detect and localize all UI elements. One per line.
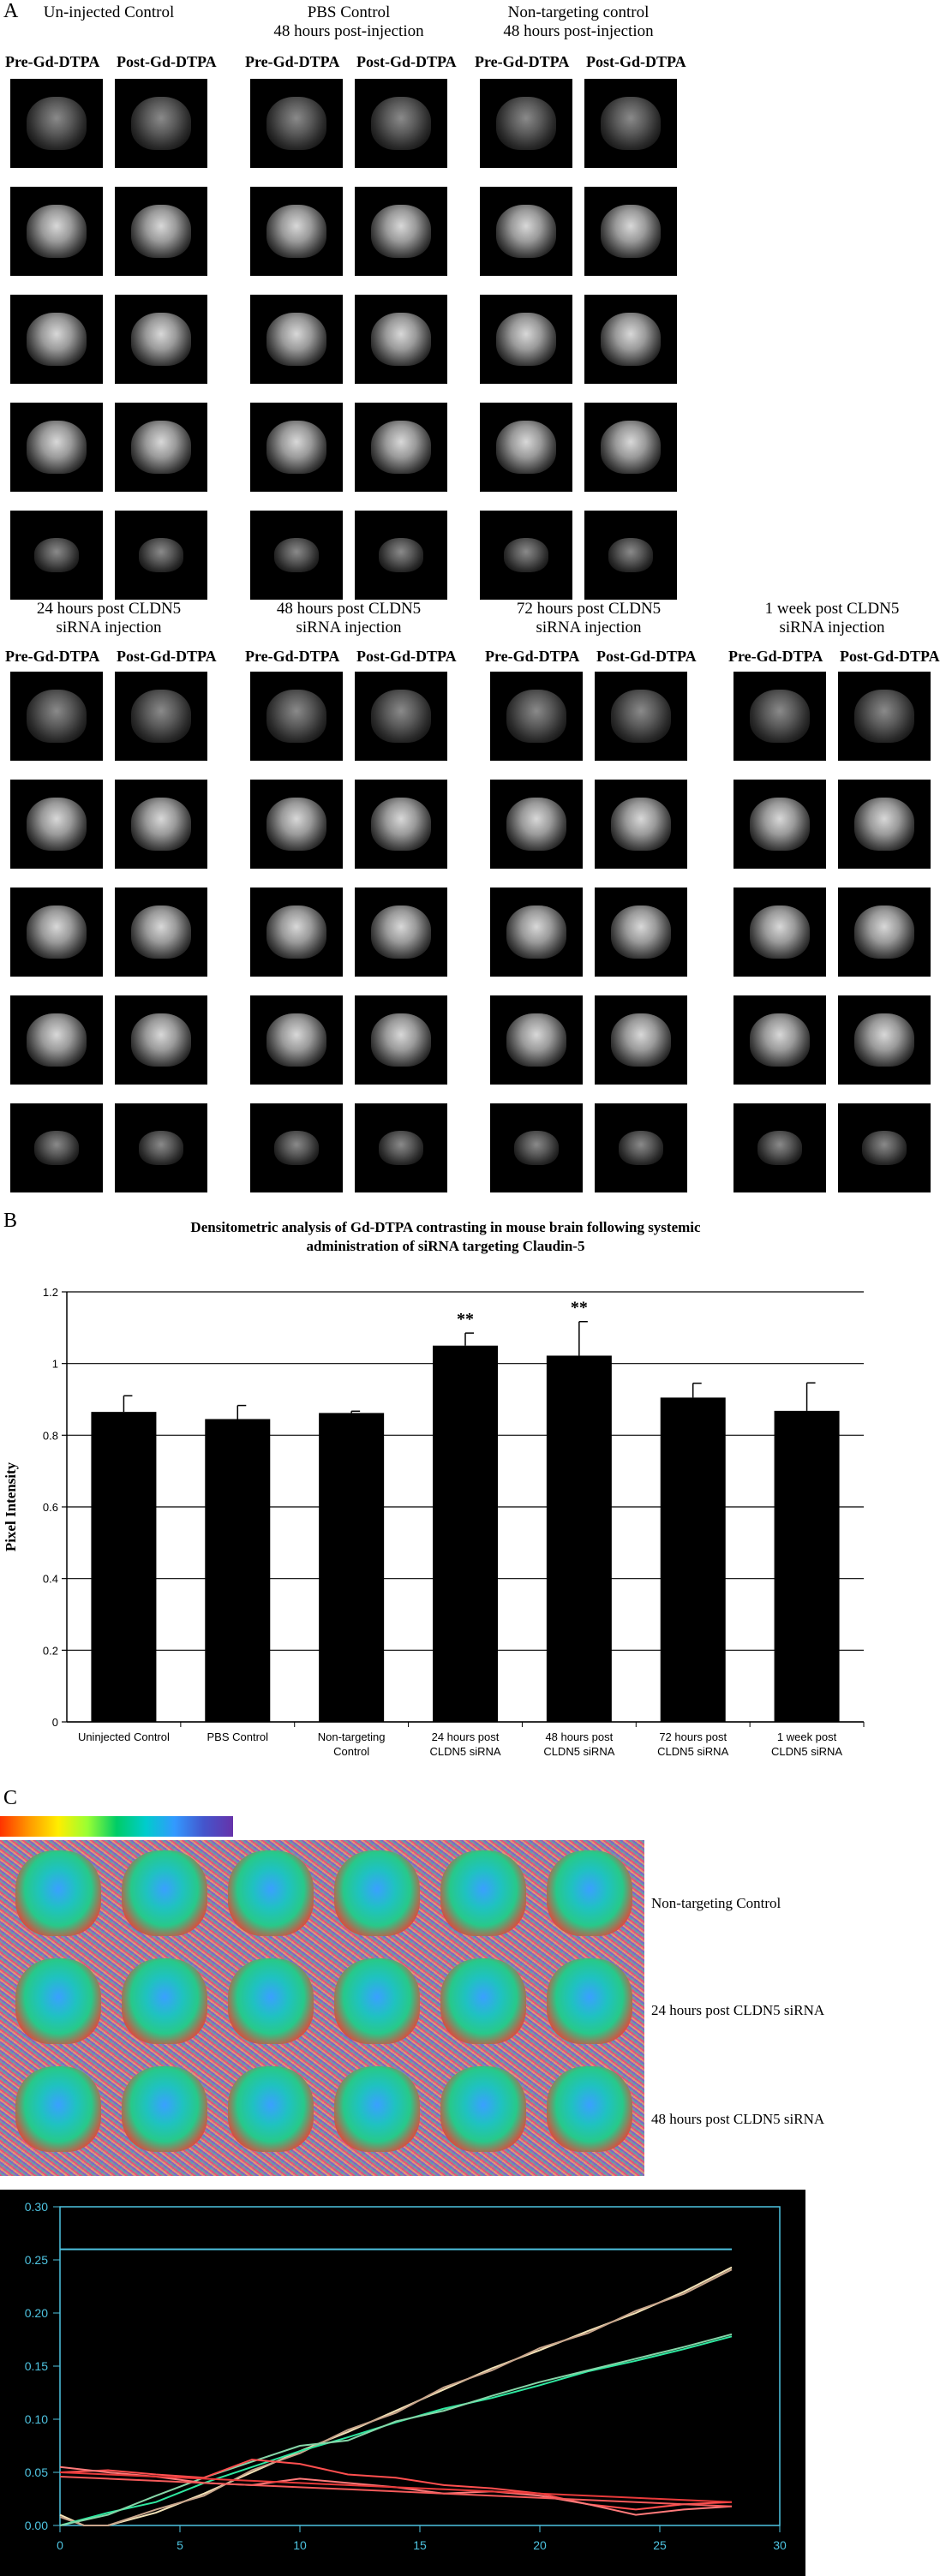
post-contrast-mri-slice xyxy=(115,511,207,600)
brain-image xyxy=(266,97,326,150)
heatmap-row-label: 48 hours post CLDN5 siRNA xyxy=(651,2111,825,2127)
brain-image xyxy=(27,97,87,150)
y-tick-label: 0.05 xyxy=(24,2465,48,2479)
group-title: PBS Control xyxy=(307,3,391,21)
pre-contrast-label: Pre-Gd-DTPA xyxy=(245,648,340,665)
heatmap-brain-slice xyxy=(440,1850,526,1936)
significance-marker: ** xyxy=(457,1310,474,1330)
brain-image xyxy=(611,1013,671,1067)
panel-a-letter: A xyxy=(3,0,19,22)
post-contrast-mri-slice xyxy=(115,295,207,384)
post-contrast-mri-slice xyxy=(355,888,447,977)
heatmap-brain-slice xyxy=(228,1850,314,1936)
pre-contrast-label: Pre-Gd-DTPA xyxy=(475,53,570,70)
brain-image xyxy=(266,905,326,959)
brain-image xyxy=(27,313,87,366)
heatmap-brain-slice xyxy=(15,2066,101,2152)
pre-contrast-mri-slice xyxy=(10,295,103,384)
x-tick-label: 0 xyxy=(57,2538,63,2552)
post-contrast-mri-slice xyxy=(595,995,687,1085)
post-contrast-mri-slice xyxy=(355,1103,447,1192)
brain-image xyxy=(379,1131,423,1165)
y-tick-label: 0.10 xyxy=(24,2412,48,2426)
chart-title: administration of siRNA targeting Claudin-5 xyxy=(306,1238,585,1254)
pre-contrast-mri-slice xyxy=(10,1103,103,1192)
post-contrast-mri-slice xyxy=(115,187,207,276)
bar xyxy=(433,1346,498,1722)
brain-image xyxy=(506,690,566,743)
pre-contrast-mri-slice xyxy=(490,1103,583,1192)
brain-image xyxy=(266,798,326,851)
pre-contrast-label: Pre-Gd-DTPA xyxy=(485,648,580,665)
brain-image xyxy=(750,1013,810,1067)
brain-image xyxy=(131,905,191,959)
heatmap-row-label: Non-targeting Control xyxy=(651,1895,781,1911)
group-subtitle: siRNA injection xyxy=(56,619,162,637)
group-subtitle: siRNA injection xyxy=(536,619,642,637)
pre-contrast-mri-slice xyxy=(250,403,343,492)
brain-image xyxy=(27,205,87,258)
pre-contrast-label: Pre-Gd-DTPA xyxy=(5,648,100,665)
brain-image xyxy=(131,421,191,474)
pre-contrast-mri-slice xyxy=(10,888,103,977)
brain-image xyxy=(506,1013,566,1067)
chart-title: Densitometric analysis of Gd-DTPA contrasting in mouse brain following systemic xyxy=(190,1219,701,1235)
post-contrast-mri-slice xyxy=(584,187,677,276)
heatmap-brain-slice xyxy=(122,1958,207,2044)
post-contrast-mri-slice xyxy=(595,672,687,761)
brain-image xyxy=(27,1013,87,1067)
brain-image xyxy=(266,421,326,474)
color-scale-bar xyxy=(0,1816,233,1837)
pre-contrast-mri-slice xyxy=(10,780,103,869)
intensity-line-chart xyxy=(0,2190,805,2576)
x-tick-label: Non-targeting xyxy=(317,1730,386,1743)
pre-contrast-mri-slice xyxy=(480,511,572,600)
x-tick-label: CLDN5 siRNA xyxy=(771,1745,843,1758)
brain-image xyxy=(854,690,914,743)
post-contrast-mri-slice xyxy=(584,403,677,492)
group-title: Non-targeting control xyxy=(507,3,650,21)
brain-image xyxy=(371,798,431,851)
group-title: 1 week post CLDN5 xyxy=(764,600,900,618)
post-contrast-label: Post-Gd-DTPA xyxy=(117,648,217,665)
pre-contrast-mri-slice xyxy=(490,780,583,869)
pre-contrast-mri-slice xyxy=(250,672,343,761)
pre-contrast-mri-slice xyxy=(250,511,343,600)
post-contrast-mri-slice xyxy=(355,187,447,276)
post-contrast-label: Post-Gd-DTPA xyxy=(586,53,686,70)
post-contrast-mri-slice xyxy=(584,511,677,600)
brain-image xyxy=(371,1013,431,1067)
brain-image xyxy=(750,690,810,743)
x-tick-label: 24 hours post xyxy=(431,1730,500,1743)
heatmap-brain-slice xyxy=(122,1850,207,1936)
brain-image xyxy=(854,1013,914,1067)
brain-image xyxy=(601,313,661,366)
brain-image xyxy=(139,538,183,572)
y-tick-label: 1.2 xyxy=(42,1286,58,1299)
pre-contrast-mri-slice xyxy=(480,187,572,276)
brain-image xyxy=(34,538,79,572)
brain-image xyxy=(611,798,671,851)
heatmap-brain-slice xyxy=(440,2066,526,2152)
pre-contrast-mri-slice xyxy=(10,403,103,492)
heatmap-brain-slice xyxy=(334,2066,420,2152)
brain-image xyxy=(131,1013,191,1067)
y-tick-label: 0.25 xyxy=(24,2253,48,2267)
heatmap-brain-slice xyxy=(547,2066,632,2152)
pre-contrast-mri-slice xyxy=(733,888,826,977)
pre-contrast-mri-slice xyxy=(480,403,572,492)
group-title: 48 hours post CLDN5 xyxy=(276,600,422,618)
group-title: Un-injected Control xyxy=(43,3,175,21)
bar xyxy=(319,1413,384,1722)
post-contrast-label: Post-Gd-DTPA xyxy=(117,53,217,70)
pre-contrast-label: Pre-Gd-DTPA xyxy=(245,53,340,70)
pre-contrast-mri-slice xyxy=(490,672,583,761)
x-tick-label: CLDN5 siRNA xyxy=(543,1745,615,1758)
pre-contrast-mri-slice xyxy=(490,888,583,977)
brain-image xyxy=(757,1131,802,1165)
x-tick-label: 1 week post xyxy=(776,1730,837,1743)
brain-image xyxy=(274,538,319,572)
brain-image xyxy=(601,205,661,258)
brain-image xyxy=(274,1131,319,1165)
post-contrast-mri-slice xyxy=(355,672,447,761)
brain-image xyxy=(601,421,661,474)
brain-image xyxy=(514,1131,559,1165)
post-contrast-mri-slice xyxy=(115,995,207,1085)
post-contrast-label: Post-Gd-DTPA xyxy=(356,648,457,665)
heatmap-brain-slice xyxy=(547,1958,632,2044)
post-contrast-mri-slice xyxy=(838,1103,931,1192)
panel-c-letter: C xyxy=(3,1787,18,1809)
y-tick-label: 0.30 xyxy=(24,2200,48,2214)
pre-contrast-mri-slice xyxy=(733,1103,826,1192)
brain-image xyxy=(266,313,326,366)
brain-image xyxy=(371,313,431,366)
heatmap-brain-slice xyxy=(440,1958,526,2044)
brain-image xyxy=(379,538,423,572)
bar xyxy=(547,1355,612,1722)
heatmap-brain-slice xyxy=(547,1850,632,1936)
bar-chart xyxy=(0,1216,891,1782)
heatmap-brain-slice xyxy=(228,2066,314,2152)
pre-contrast-mri-slice xyxy=(250,888,343,977)
chart-background xyxy=(0,2190,805,2576)
pre-contrast-mri-slice xyxy=(250,780,343,869)
pre-contrast-mri-slice xyxy=(10,672,103,761)
y-tick-label: 0.6 xyxy=(42,1501,58,1514)
brain-image xyxy=(504,538,548,572)
pre-contrast-mri-slice xyxy=(480,295,572,384)
brain-image xyxy=(854,905,914,959)
x-tick-label: 48 hours post xyxy=(545,1730,614,1743)
y-tick-label: 0.15 xyxy=(24,2359,48,2373)
y-tick-label: 0.00 xyxy=(24,2519,48,2532)
contrast-heatmap-grid xyxy=(0,1840,644,2176)
heatmap-brain-slice xyxy=(122,2066,207,2152)
y-tick-label: 0.2 xyxy=(42,1644,58,1658)
post-contrast-mri-slice xyxy=(115,1103,207,1192)
brain-image xyxy=(131,205,191,258)
pre-contrast-mri-slice xyxy=(250,1103,343,1192)
brain-image xyxy=(371,97,431,150)
x-tick-label: 20 xyxy=(533,2538,547,2552)
y-tick-label: 1 xyxy=(51,1357,58,1371)
pre-contrast-mri-slice xyxy=(10,79,103,168)
pre-contrast-mri-slice xyxy=(10,511,103,600)
brain-image xyxy=(611,905,671,959)
pre-contrast-label: Pre-Gd-DTPA xyxy=(5,53,100,70)
x-tick-label: PBS Control xyxy=(207,1730,269,1743)
x-tick-label: 25 xyxy=(653,2538,667,2552)
brain-image xyxy=(266,1013,326,1067)
group-title: 72 hours post CLDN5 xyxy=(516,600,662,618)
post-contrast-mri-slice xyxy=(595,780,687,869)
post-contrast-mri-slice xyxy=(595,1103,687,1192)
bar xyxy=(661,1397,726,1722)
bar xyxy=(205,1419,270,1722)
brain-image xyxy=(601,97,661,150)
x-tick-label: CLDN5 siRNA xyxy=(657,1745,729,1758)
post-contrast-mri-slice xyxy=(115,888,207,977)
group-subtitle: 48 hours post-injection xyxy=(273,22,424,40)
brain-image xyxy=(750,798,810,851)
brain-image xyxy=(131,798,191,851)
pre-contrast-mri-slice xyxy=(733,672,826,761)
brain-image xyxy=(506,798,566,851)
significance-marker: ** xyxy=(570,1298,588,1318)
pre-contrast-mri-slice xyxy=(10,187,103,276)
post-contrast-mri-slice xyxy=(584,295,677,384)
heatmap-brain-slice xyxy=(228,1958,314,2044)
bar xyxy=(775,1411,840,1722)
post-contrast-mri-slice xyxy=(355,79,447,168)
post-contrast-mri-slice xyxy=(355,995,447,1085)
brain-image xyxy=(496,205,556,258)
post-contrast-mri-slice xyxy=(115,672,207,761)
x-tick-label: Control xyxy=(333,1745,370,1758)
brain-image xyxy=(496,97,556,150)
brain-image xyxy=(371,205,431,258)
post-contrast-mri-slice xyxy=(355,780,447,869)
pre-contrast-mri-slice xyxy=(733,780,826,869)
post-contrast-mri-slice xyxy=(838,780,931,869)
y-tick-label: 0.8 xyxy=(42,1429,58,1443)
post-contrast-mri-slice xyxy=(595,888,687,977)
post-contrast-mri-slice xyxy=(355,295,447,384)
pre-contrast-mri-slice xyxy=(480,79,572,168)
group-subtitle: siRNA injection xyxy=(779,619,885,637)
post-contrast-mri-slice xyxy=(584,79,677,168)
brain-image xyxy=(139,1131,183,1165)
brain-image xyxy=(266,205,326,258)
post-contrast-mri-slice xyxy=(115,780,207,869)
y-tick-label: 0 xyxy=(51,1716,58,1729)
brain-image xyxy=(27,690,87,743)
heatmap-brain-slice xyxy=(15,1958,101,2044)
brain-image xyxy=(750,905,810,959)
pre-contrast-mri-slice xyxy=(10,995,103,1085)
brain-image xyxy=(619,1131,663,1165)
group-title: 24 hours post CLDN5 xyxy=(36,600,182,618)
heatmap-brain-slice xyxy=(334,1850,420,1936)
brain-image xyxy=(371,421,431,474)
heatmap-row-label: 24 hours post CLDN5 siRNA xyxy=(651,2002,825,2018)
brain-image xyxy=(131,97,191,150)
post-contrast-label: Post-Gd-DTPA xyxy=(840,648,940,665)
panel-b-letter: B xyxy=(3,1210,18,1232)
bar xyxy=(91,1412,156,1722)
brain-image xyxy=(611,690,671,743)
pre-contrast-mri-slice xyxy=(250,79,343,168)
x-tick-label: Uninjected Control xyxy=(77,1730,170,1743)
post-contrast-mri-slice xyxy=(838,995,931,1085)
brain-image xyxy=(371,690,431,743)
post-contrast-label: Post-Gd-DTPA xyxy=(356,53,457,70)
brain-image xyxy=(34,1131,79,1165)
post-contrast-mri-slice xyxy=(838,888,931,977)
pre-contrast-mri-slice xyxy=(733,995,826,1085)
brain-image xyxy=(131,690,191,743)
post-contrast-mri-slice xyxy=(115,403,207,492)
x-tick-label: 15 xyxy=(413,2538,427,2552)
y-tick-label: 0.20 xyxy=(24,2306,48,2320)
post-contrast-mri-slice xyxy=(355,511,447,600)
brain-image xyxy=(496,313,556,366)
group-subtitle: 48 hours post-injection xyxy=(503,22,654,40)
x-tick-label: CLDN5 siRNA xyxy=(429,1745,501,1758)
post-contrast-mri-slice xyxy=(838,672,931,761)
pre-contrast-label: Pre-Gd-DTPA xyxy=(728,648,823,665)
group-subtitle: siRNA injection xyxy=(296,619,402,637)
heatmap-brain-slice xyxy=(334,1958,420,2044)
x-tick-label: 10 xyxy=(293,2538,307,2552)
brain-image xyxy=(496,421,556,474)
pre-contrast-mri-slice xyxy=(250,995,343,1085)
x-tick-label: 5 xyxy=(177,2538,183,2552)
brain-image xyxy=(371,905,431,959)
brain-image xyxy=(854,798,914,851)
pre-contrast-mri-slice xyxy=(490,995,583,1085)
brain-image xyxy=(27,421,87,474)
brain-image xyxy=(506,905,566,959)
brain-image xyxy=(862,1131,907,1165)
x-tick-label: 30 xyxy=(773,2538,787,2552)
brain-image xyxy=(266,690,326,743)
post-contrast-mri-slice xyxy=(355,403,447,492)
brain-image xyxy=(131,313,191,366)
heatmap-brain-slice xyxy=(15,1850,101,1936)
brain-image xyxy=(27,905,87,959)
pre-contrast-mri-slice xyxy=(250,295,343,384)
post-contrast-label: Post-Gd-DTPA xyxy=(596,648,697,665)
y-axis-label: Pixel Intensity xyxy=(3,1461,19,1552)
brain-image xyxy=(27,798,87,851)
x-tick-label: 72 hours post xyxy=(659,1730,727,1743)
brain-image xyxy=(608,538,653,572)
y-tick-label: 0.4 xyxy=(42,1572,58,1586)
post-contrast-mri-slice xyxy=(115,79,207,168)
pre-contrast-mri-slice xyxy=(250,187,343,276)
